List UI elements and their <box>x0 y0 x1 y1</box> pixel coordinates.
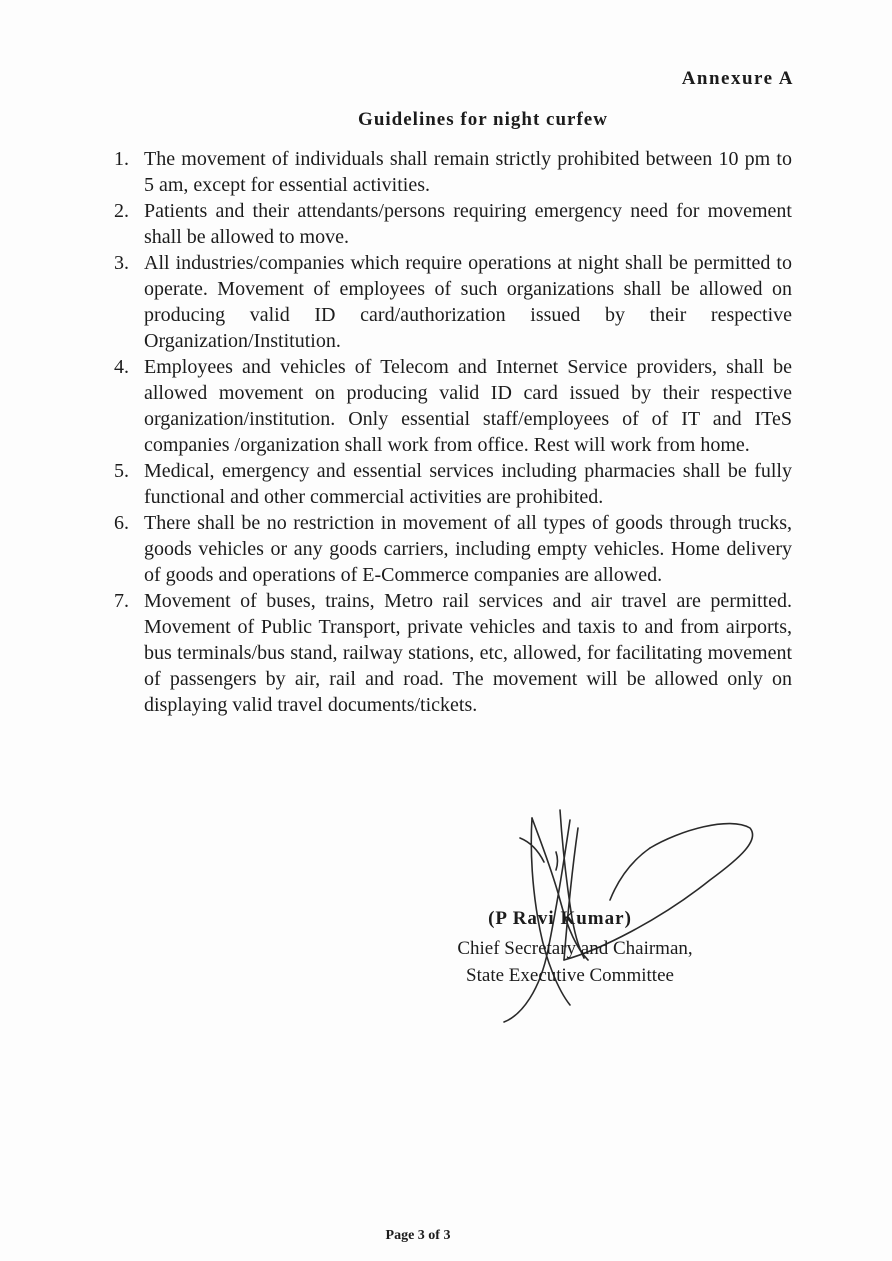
list-item <box>108 146 792 198</box>
list-item <box>108 198 792 250</box>
guidelines-list <box>108 146 792 718</box>
item-number: 3. <box>114 252 129 274</box>
annexure-label: Annexure A <box>681 68 794 89</box>
item-text: Patients and their attendants/persons requiring emergency need for movement shall be allowed to move. <box>144 200 792 248</box>
list-item <box>108 354 792 458</box>
signatory-committee: State Executive Committee <box>466 965 674 986</box>
item-text: Movement of buses, trains, Metro rail services and air travel are permitted. Movement of Public Transport, private vehicles and taxis to and from airports, bus terminals/bus stand, railway stations, etc, allowed, for facilitating movement of passengers by air, rail and road. The movement will be allowed only on displaying valid travel documents/tickets. <box>144 590 792 716</box>
list-item <box>108 588 792 718</box>
item-number: 6. <box>114 512 129 534</box>
item-text: There shall be no restriction in movement of all types of goods through trucks, goods vehicles or any goods carriers, including empty vehicles. Home delivery of goods and operations of E-Commerce companies are allowed. <box>144 512 792 586</box>
item-number: 5. <box>114 460 129 482</box>
list-item <box>108 250 792 354</box>
item-number: 7. <box>114 590 129 612</box>
item-text: The movement of individuals shall remain strictly prohibited between 10 pm to 5 am, except for essential activities. <box>144 148 792 196</box>
list-item <box>108 458 792 510</box>
item-text: All industries/companies which require operations at night shall be permitted to operate. Movement of employees of such organizations shall be allowed on producing valid ID card/authorization issued by their respective Organization/Institution. <box>144 252 792 352</box>
page-number: Page 3 of 3 <box>385 1228 451 1243</box>
item-text: Employees and vehicles of Telecom and Internet Service providers, shall be allowed movement on producing valid ID card issued by their respective organization/institution. Only essential staff/employees of of IT and ITeS companies /organization shall work from office. Rest will work from home. <box>144 356 792 456</box>
item-number: 1. <box>114 148 129 170</box>
signature-block <box>420 800 800 1030</box>
item-number: 4. <box>114 356 129 378</box>
item-number: 2. <box>114 200 129 222</box>
signatory-designation: Chief Secretary and Chairman, <box>457 938 693 959</box>
signatory-name: (P Ravi Kumar) <box>488 908 632 929</box>
page-title: Guidelines for night curfew <box>358 109 608 130</box>
list-item <box>108 510 792 588</box>
item-text: Medical, emergency and essential services including pharmacies shall be fully functional and other commercial activities are prohibited. <box>144 460 792 508</box>
